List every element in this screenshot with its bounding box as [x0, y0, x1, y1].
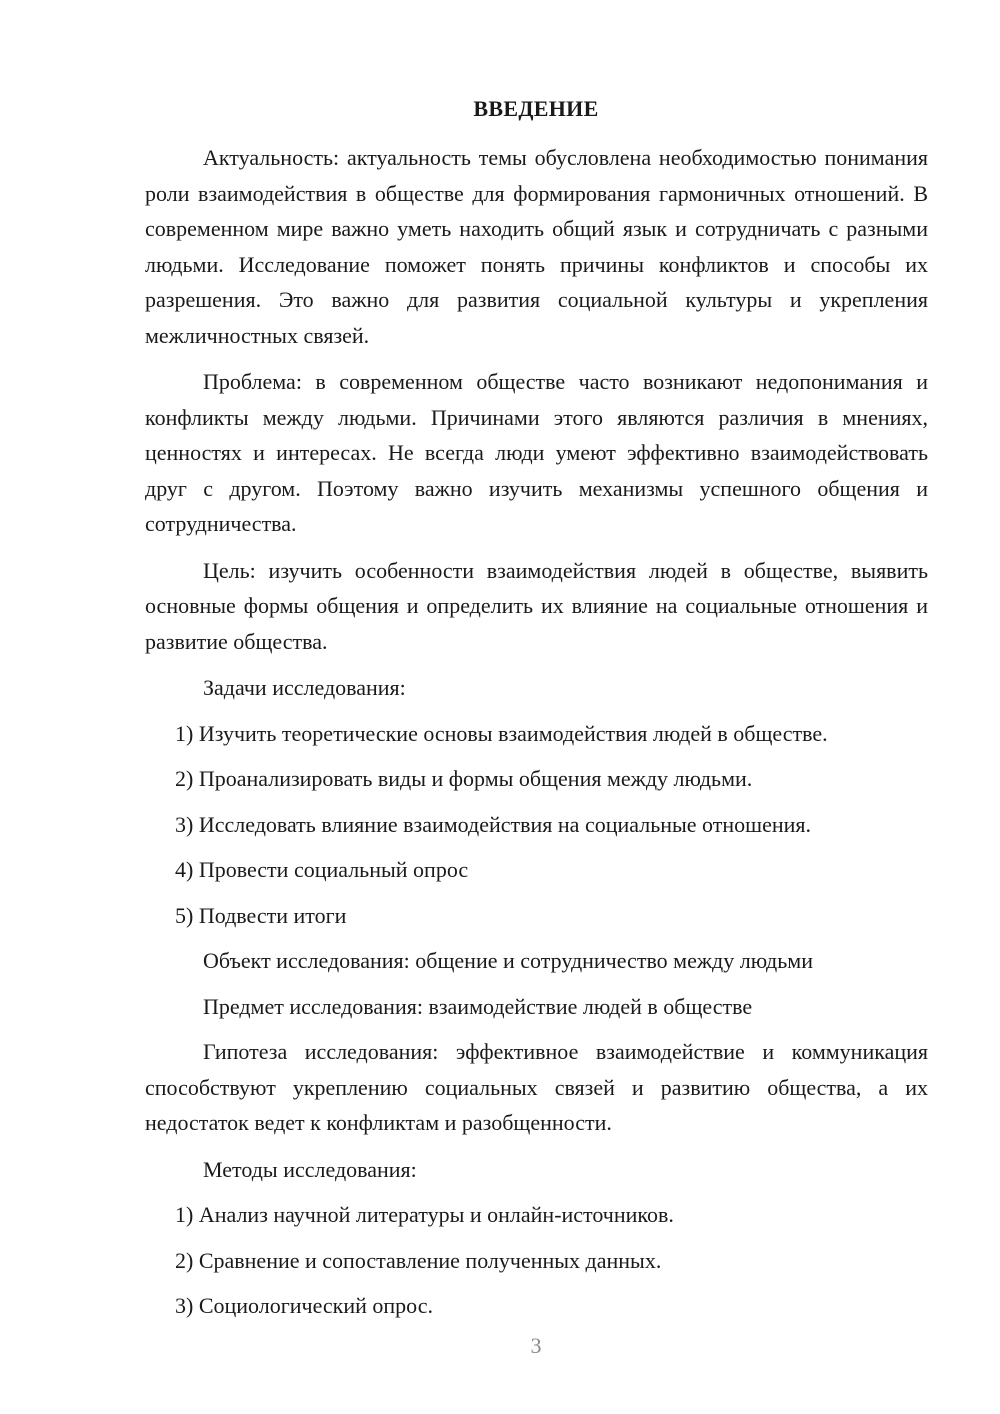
task-item-5: 5) Подвести итоги — [175, 902, 347, 928]
method-item-2: 2) Сравнение и сопоставление полученных данных. — [175, 1247, 662, 1273]
task-item-3: 3) Исследовать влияние взаимодействия на социальные отношения. — [175, 811, 812, 837]
method-item-3: 3) Социологический опрос. — [175, 1293, 433, 1318]
tasks-heading: Задачи исследования: — [203, 675, 406, 700]
research-object: Объект исследования: общение и сотрудничество между людьми — [203, 948, 813, 973]
method-item-1: 1) Анализ научной литературы и онлайн-источников. — [175, 1202, 674, 1227]
hypothesis-paragraph: Гипотеза исследования: эффективное взаимодействие и коммуникация способствуют укреплению социальных связей и развитию общества, а их недостаток ведет к конфликтам и разобщенности. — [145, 1039, 928, 1135]
task-item-2: 2) Проанализировать виды и формы общения между людьми. — [175, 766, 753, 791]
task-item-1: 1) Изучить теоретические основы взаимодействия людей в обществе. — [175, 720, 828, 746]
page-title: ВВЕДЕНИЕ — [473, 96, 599, 121]
relevance-paragraph: Актуальность: актуальность темы обусловлена необходимостью понимания роли взаимодействия в обществе для формирования гармоничных отношений. В современном мире важно уметь находить общий язык и сотрудничать с разными людьми. Исследование поможет понять причины конфликтов и способы их разрешения. Это важно для развития социальной культуры и укрепления межличностных связей. — [145, 145, 928, 348]
problem-paragraph: Проблема: в современном обществе часто возникают недопонимания и конфликты между людьми. Причинами этого являются различия в мнениях, ценностях и интересах. Не всегда люди умеют эффективно взаимодействовать друг с другом. Поэтому важно изучить механизмы успешного общения и сотрудничества. — [145, 369, 928, 536]
methods-heading: Методы исследования: — [203, 1156, 417, 1182]
page-number: 3 — [530, 1333, 542, 1358]
task-item-4: 4) Провести социальный опрос — [175, 857, 469, 882]
research-subject: Предмет исследования: взаимодействие людей в обществе — [203, 993, 753, 1019]
goal-paragraph: Цель: изучить особенности взаимодействия людей в обществе, выявить основные формы общения и определить их влияние на социальные отношения и развитие общества. — [145, 557, 928, 654]
document-body — [145, 140, 928, 1334]
